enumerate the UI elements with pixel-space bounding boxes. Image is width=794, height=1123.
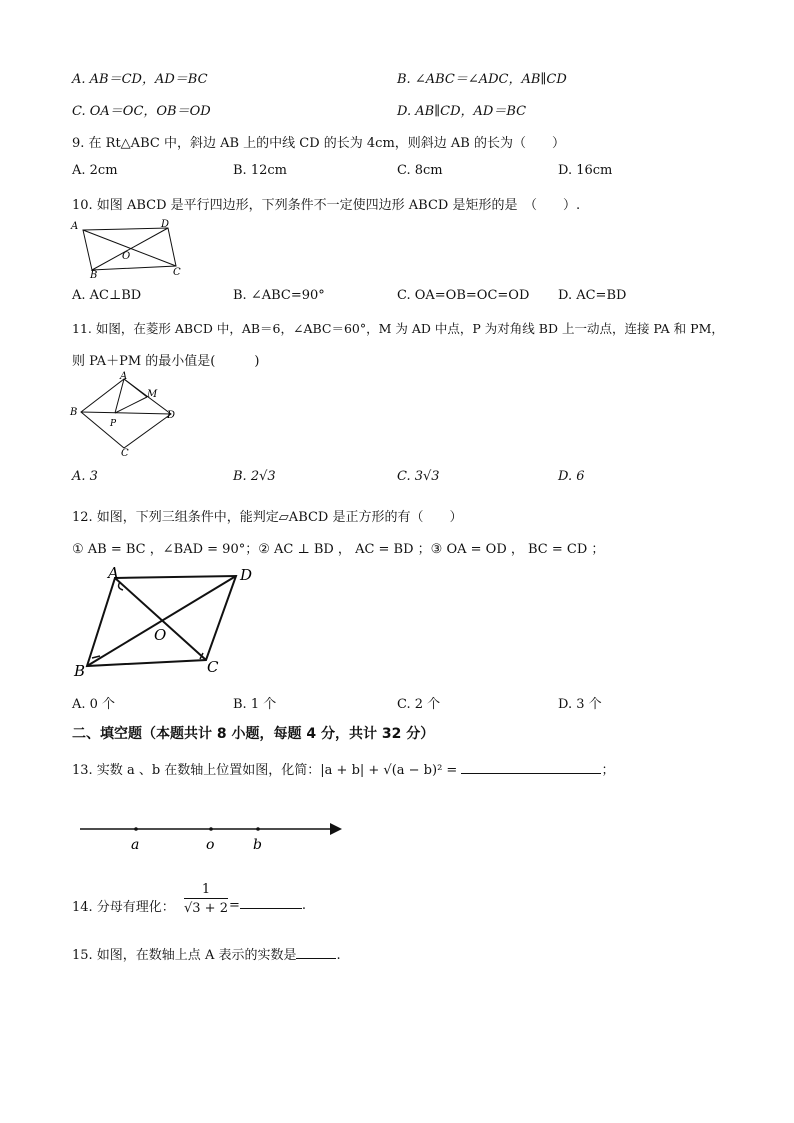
q15-stem: 15. 如图，在数轴上点 A 表示的实数是 [72, 948, 297, 963]
q14-numerator: 1 [184, 882, 228, 899]
q14-fraction [184, 882, 228, 916]
q11-option-d: D. 6 [558, 469, 585, 484]
q13-number-line [78, 818, 358, 858]
q10-label-a: A [71, 221, 79, 232]
q12-mark-b [92, 656, 100, 658]
q11-option-c: C. 3√3 [397, 469, 440, 484]
q14-denominator: √3 + 2 [184, 901, 228, 916]
q14-stem: 14. 分母有理化： [72, 900, 175, 915]
q13-point-o [209, 827, 213, 831]
q14-tail: . [301, 898, 307, 913]
q11-label-p: P [110, 419, 117, 429]
q8-option-a: A. AB＝CD，AD＝BC [72, 72, 208, 87]
q11-label-d: D [167, 410, 176, 421]
q11-option-b: B. 2√3 [233, 469, 276, 484]
q10-option-a: A. AC⊥BD [72, 288, 142, 303]
q11-stem-line2: 则 PA＋PM 的最小值是( ) [72, 354, 260, 369]
q12-diagonal-ac [115, 578, 206, 660]
q15-answer-blank [296, 946, 336, 959]
q14-answer [229, 896, 306, 913]
q12-label-d: D [240, 566, 253, 584]
q12-label-c: C [207, 658, 219, 676]
q11-label-c: C [121, 448, 129, 459]
q11-segment-pa [115, 379, 124, 413]
q10-option-d: D. AC=BD [558, 288, 627, 303]
q9-option-b: B. 12cm [233, 163, 287, 178]
q11-label-a: A [120, 371, 128, 382]
q10-label-c: C [173, 267, 181, 278]
q11-label-m: M [147, 389, 158, 400]
q13-axis-arrow [330, 823, 342, 835]
q12-option-a: A. 0 个 [72, 697, 116, 712]
q9-option-c: C. 8cm [397, 163, 443, 178]
q9-option-a: A. 2cm [72, 163, 118, 178]
q13-answer-blank [461, 761, 601, 774]
q12-option-c: C. 2 个 [397, 697, 441, 712]
q13-point-a [134, 827, 138, 831]
q11-label-b: B [70, 407, 78, 418]
q12-label-o: O [154, 626, 167, 644]
q13-label-b: b [253, 837, 262, 853]
q10-option-c: C. OA=OB=OC=OD [397, 288, 530, 303]
q15-tail: . [336, 948, 341, 963]
q11-diagonal-bd [81, 412, 171, 414]
q12-conditions: ① AB = BC ，∠BAD = 90°；② AC ⊥ BD ， AC = BD ；③ OA = OD ， BC = CD ； [72, 542, 605, 557]
q13-label-a: a [131, 837, 140, 853]
q15-line [72, 944, 341, 963]
q9-option-d: D. 16cm [558, 163, 613, 178]
q12-diagonal-bd [87, 576, 236, 666]
q12-label-b: B [74, 662, 86, 680]
q8-option-d: D. AB∥CD，AD＝BC [397, 104, 527, 119]
q11-rhombus-figure [68, 370, 188, 460]
q10-diagonal-bd [92, 228, 168, 270]
q8-option-c: C. OA＝OC，OB＝OD [72, 104, 211, 119]
q14-equals: = [229, 898, 240, 913]
q12-option-b: B. 1 个 [233, 697, 277, 712]
q10-label-d: D [161, 219, 170, 230]
q10-option-b: B. ∠ABC=90° [233, 288, 325, 303]
q10-stem: 10. 如图 ABCD 是平行四边形，下列条件不一定使四边形 ABCD 是矩形的是 （ ）. [72, 198, 581, 213]
q11-stem-line1: 11. 如图，在菱形 ABCD 中，AB＝6，∠ABC＝60°，M 为 AD 中点，P 为对角线 BD 上一动点，连接 PA 和 PM， [72, 321, 724, 336]
q10-parallelogram-figure [68, 216, 198, 280]
q12-parallelogram-figure [70, 562, 270, 682]
q13-stem: 13. 实数 a 、b 在数轴上位置如图，化简：|a + b| + √(a − b)² = [72, 763, 458, 778]
q13-point-b [256, 827, 260, 831]
q13-line [72, 759, 614, 778]
q12-option-d: D. 3 个 [558, 697, 602, 712]
q13-tail: ； [601, 763, 615, 778]
q11-segment-pm [115, 397, 147, 413]
q12-label-a: A [108, 564, 119, 582]
q10-label-o: O [122, 251, 131, 262]
q13-label-o: o [206, 837, 215, 853]
q14-answer-blank [240, 896, 302, 909]
q8-option-b: B. ∠ABC＝∠ADC，AB∥CD [397, 72, 567, 87]
q9-stem: 9. 在 Rt△ABC 中，斜边 AB 上的中线 CD 的长为 4cm，则斜边 AB 的长为（ ） [72, 136, 565, 151]
q11-segment-am [124, 379, 147, 397]
q11-option-a: A. 3 [72, 469, 98, 484]
q10-label-b: B [90, 270, 98, 280]
q12-stem: 12. 如图，下列三组条件中，能判定▱ABCD 是正方形的有（ ） [72, 510, 463, 525]
section-2-title: 二、填空题（本题共计 8 小题，每题 4 分，共计 32 分） [72, 726, 435, 742]
